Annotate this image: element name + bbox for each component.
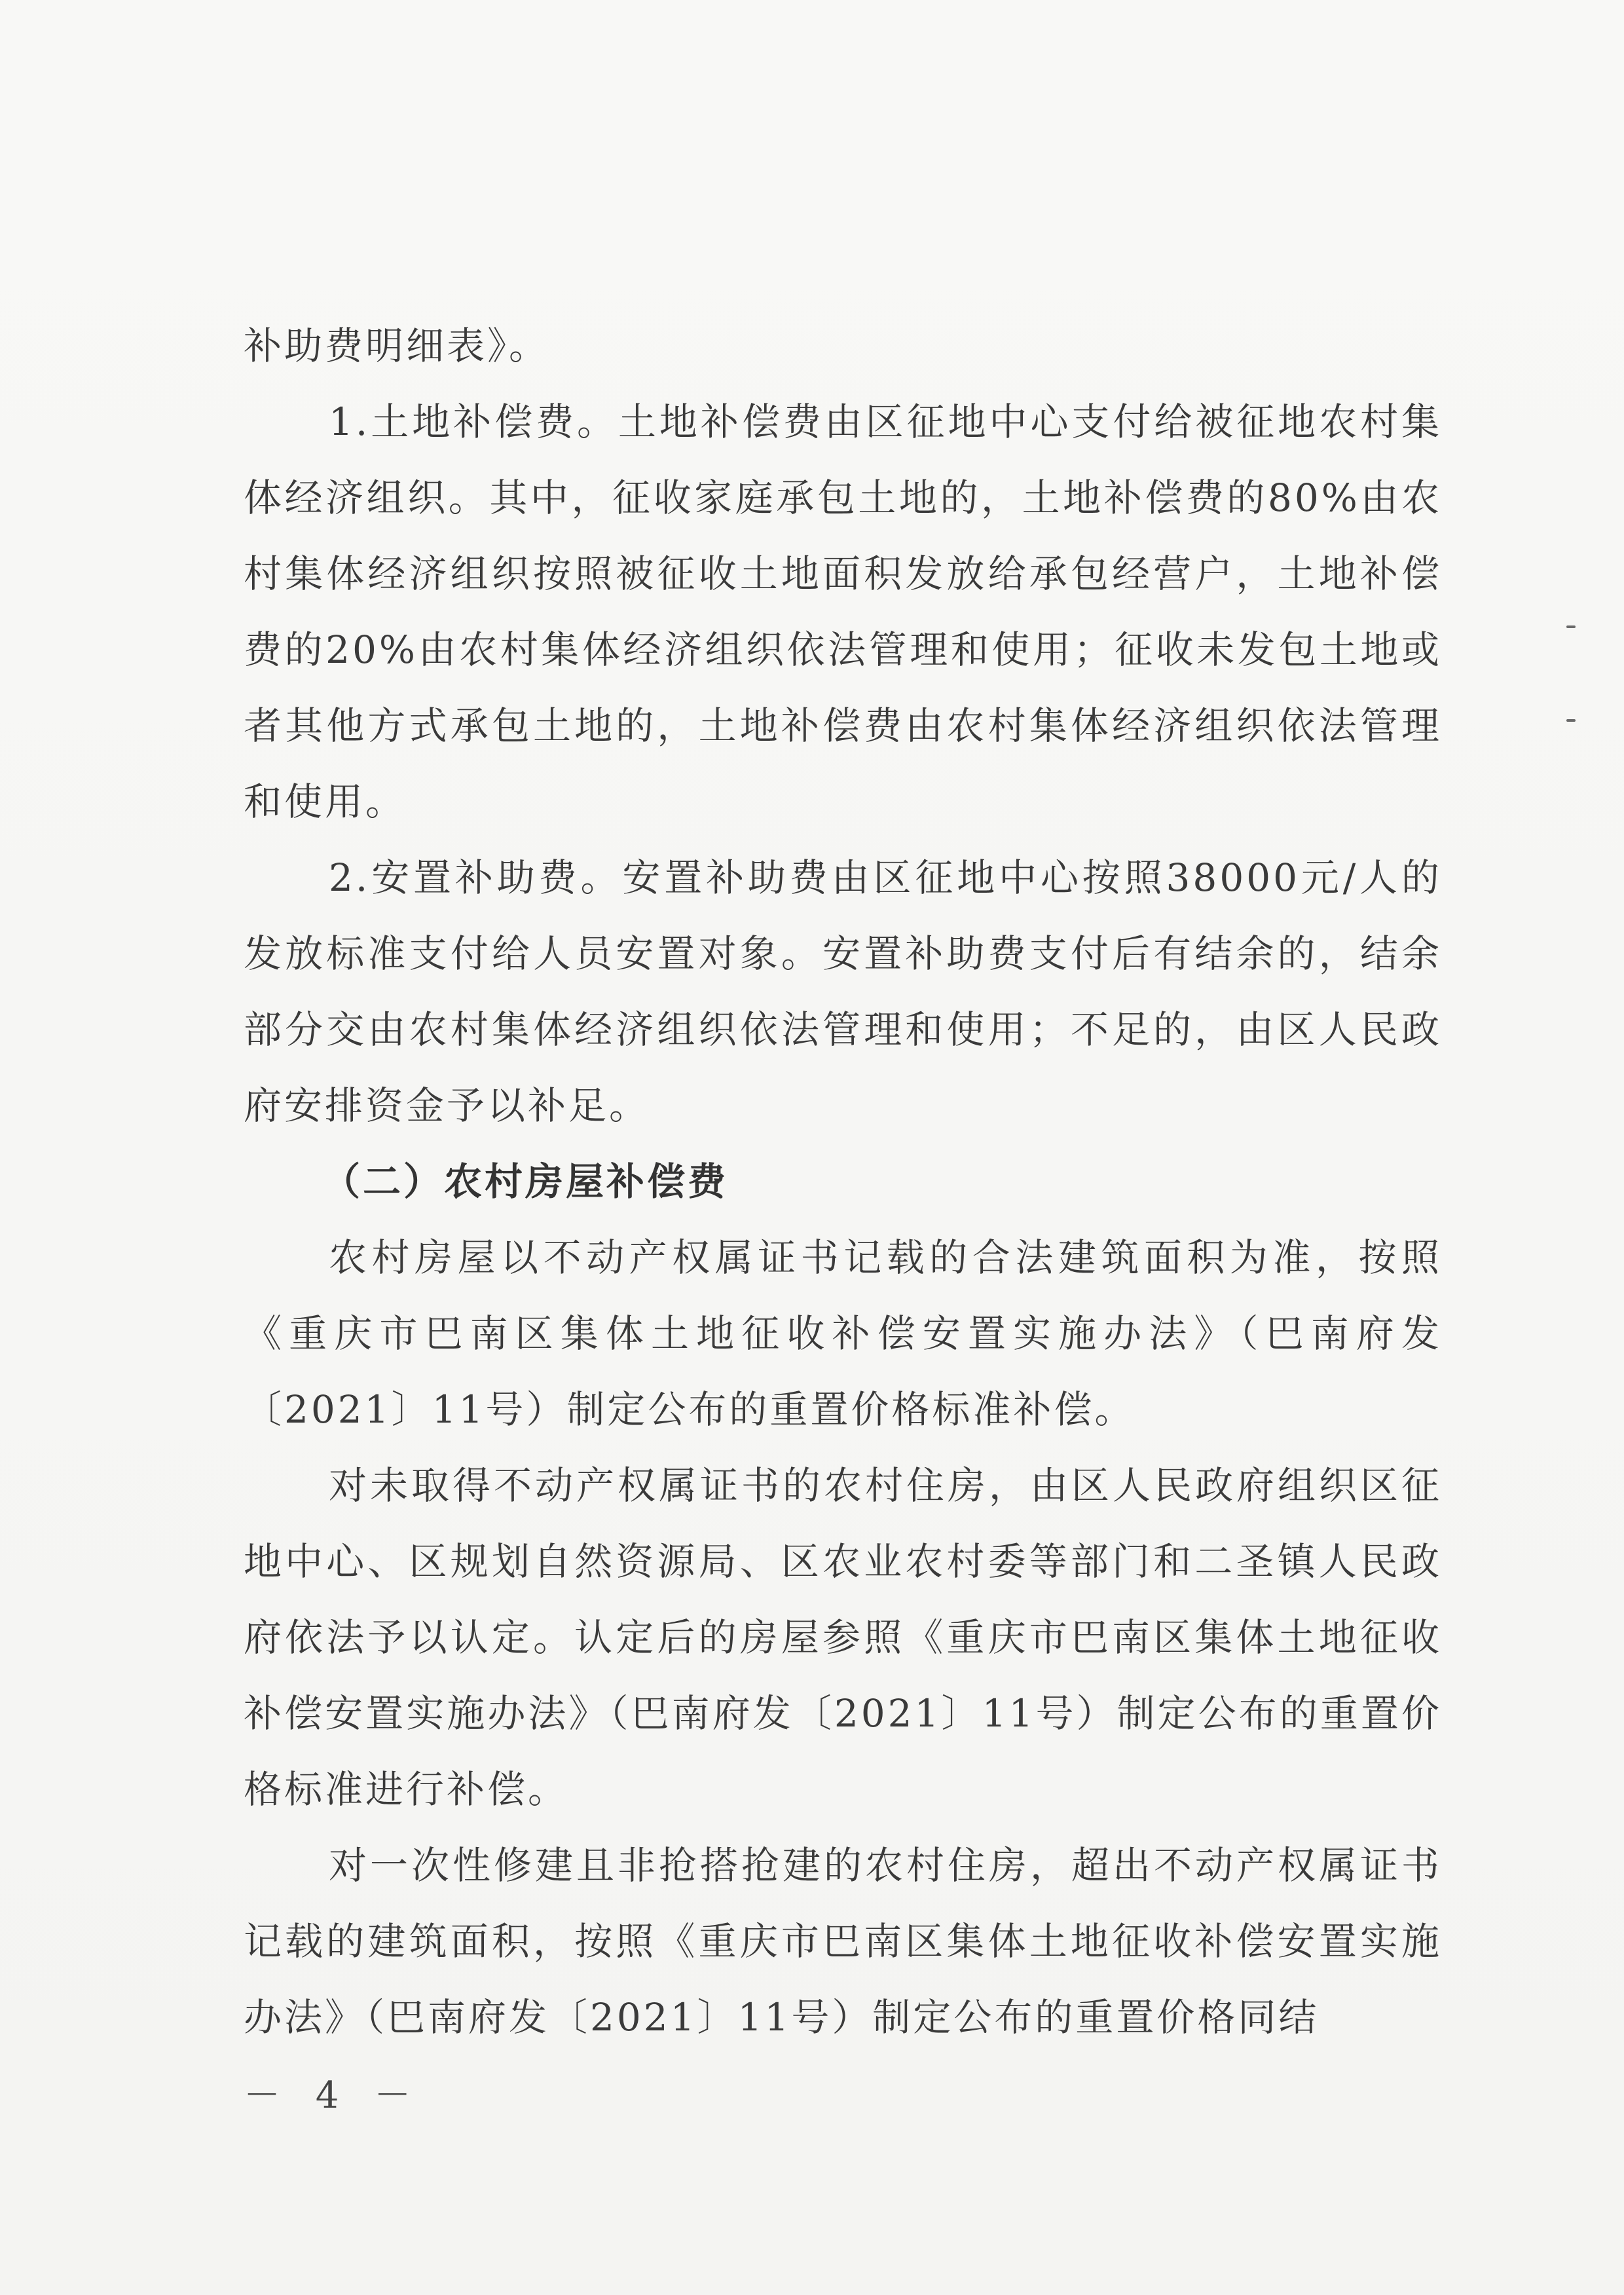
paragraph-continuation: 补助费明细表》。 (244, 324, 550, 368)
document-body (244, 308, 1442, 2055)
scan-mark (1566, 719, 1576, 722)
section-heading-housing-compensation: （二）农村房屋补偿费 (322, 1159, 729, 1204)
page-number: － 4 － (244, 2074, 423, 2117)
paragraph-uncertified-housing: 对未取得不动产权属证书的农村住房，由区人民政府组织区征地中心、区规划自然资源局、区农业农村委等部门和二圣镇人民政府依法予以认定。认定后的房屋参照《重庆市巴南区集体土地征收补偿安置实施办法》（巴南府发〔2021〕11号）制定公布的重置价格标准进行补偿。 (244, 1463, 1442, 1812)
paragraph-housing-standard: 农村房屋以不动产权属证书记载的合法建筑面积为准，按照《重庆市巴南区集体土地征收补偿安置实施办法》（巴南府发〔2021〕11号）制定公布的重置价格标准补偿。 (244, 1235, 1442, 1432)
paragraph-excess-area: 对一次性修建且非抢搭抢建的农村住房，超出不动产权属证书记载的建筑面积，按照《重庆市巴南区集体土地征收补偿安置实施办法》（巴南府发〔2021〕11号）制定公布的重置价格同结 (244, 1843, 1442, 2040)
paragraph-land-compensation: 1.土地补偿费。土地补偿费由区征地中心支付给被征地农村集体经济组织。其中，征收家庭承包土地的，土地补偿费的80%由农村集体经济组织按照被征收土地面积发放给承包经营户，土地补偿费的20%由农村集体经济组织依法管理和使用；征收未发包土地或者其他方式承包土地的，土地补偿费由农村集体经济组织依法管理和使用。 (244, 400, 1442, 824)
paragraph-resettlement-subsidy: 2.安置补助费。安置补助费由区征地中心按照38000元/人的发放标准支付给人员安置对象。安置补助费支付后有结余的，结余部分交由农村集体经济组织依法管理和使用；不足的，由区人民政府安排资金予以补足。 (244, 855, 1442, 1128)
scan-mark (1566, 625, 1576, 628)
